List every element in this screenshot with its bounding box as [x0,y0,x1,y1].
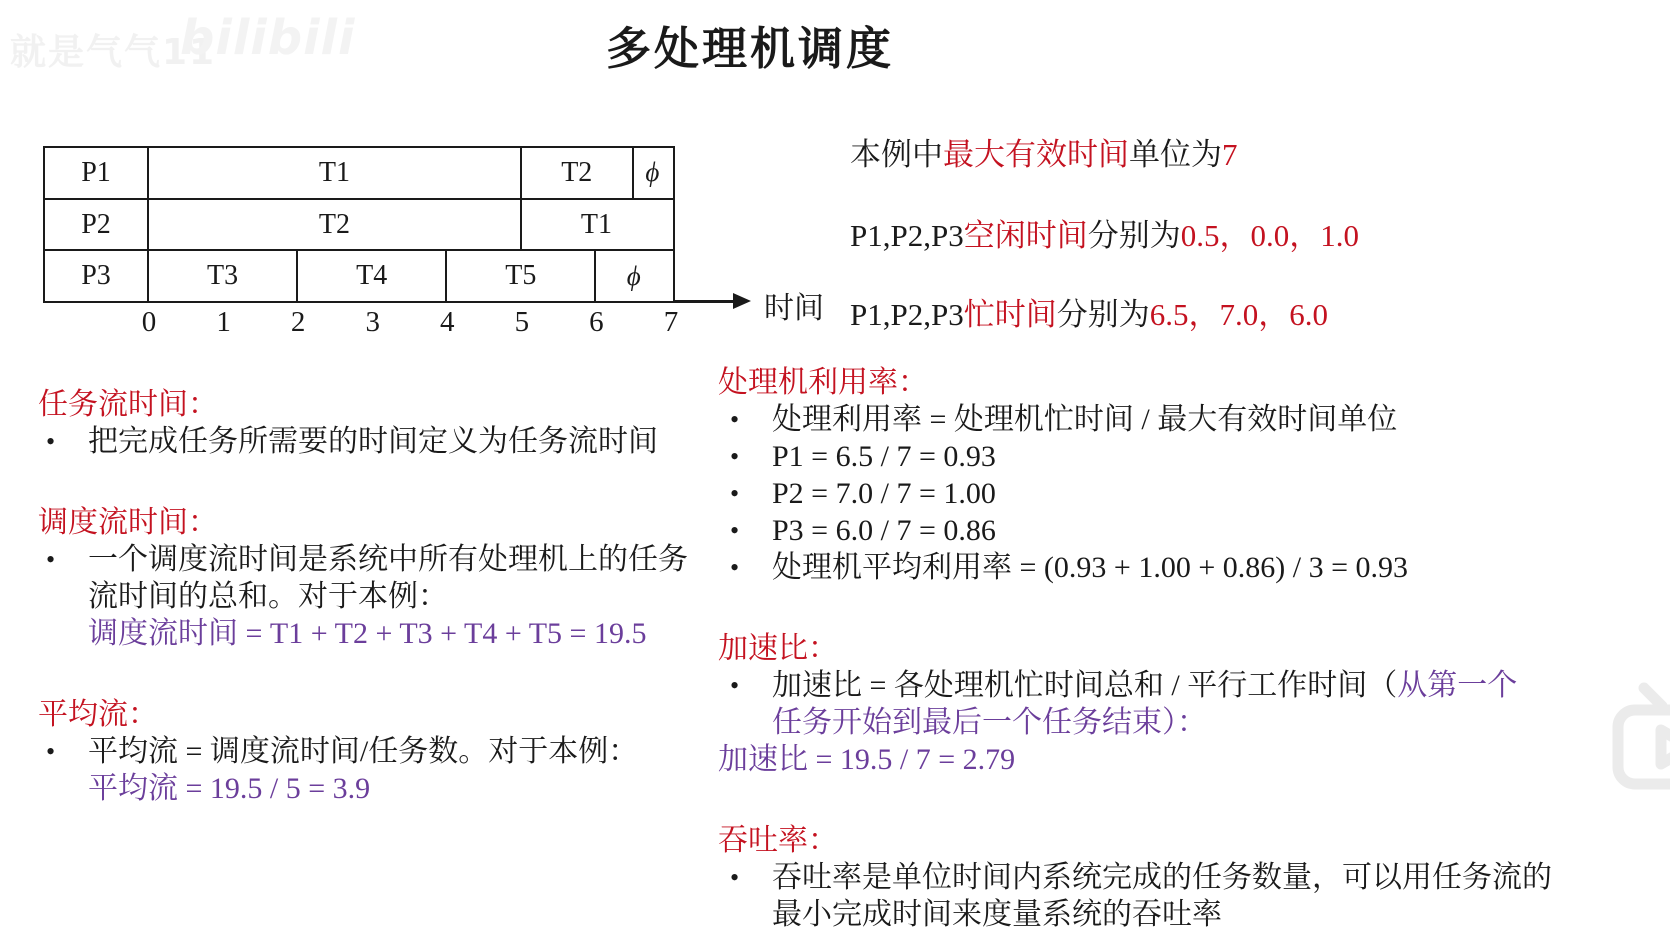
line-text [718,401,1598,438]
text-line [718,549,1598,586]
bilibili-tv-icon [1606,680,1670,795]
chart-row-p2 [45,198,673,250]
task-label: T3 [207,260,239,292]
watermark-uploader-name: 就是气气11 [10,32,217,73]
formula-line [38,615,728,652]
task-segment-t2 [522,148,634,198]
line-text [38,770,728,807]
text-segment: 7 [1222,137,1238,172]
text-segment: 一个调度流时间是系统中所有处理机上的任务 [88,543,688,576]
task-label: T2 [561,156,593,188]
line-text [718,896,1598,933]
text-segment: P1,P2,P3 [850,297,964,332]
text-line [718,896,1598,933]
phi-idle-symbol: ϕ [645,157,660,188]
bullet-dot-icon: • [46,737,56,766]
section [38,696,728,807]
bullet-dot-icon: • [730,442,740,471]
phi-idle-symbol: ϕ [626,260,641,291]
line-text [38,423,728,460]
text-segment: 流时间的总和。对于本例： [88,580,448,613]
text-segment: 本例中 [850,137,943,172]
time-axis-arrow-head-icon [733,293,751,309]
gantt-chart [43,146,675,303]
text-line [718,475,1598,512]
chart-row-p3 [45,249,673,301]
bullet-dot-icon: • [730,405,740,434]
axis-tick: 7 [663,306,679,338]
task-label: T1 [318,156,350,188]
formula-line [718,741,1598,778]
line-text [718,438,1598,475]
task-segment-t1 [149,148,522,198]
text-segment: 分别为 [1056,297,1150,332]
text-line [718,859,1598,896]
axis-tick: 6 [589,306,604,338]
task-segment-t3 [149,251,298,301]
text-segment: 处理机平均利用率 = (0.93 + 1.00 + 0.86) / 3 = 0.93 [772,551,1408,584]
bullet-dot-icon: • [730,479,740,508]
section [718,364,1598,586]
page-title: 多处理机调度 [606,24,895,74]
task-segment-t4 [298,251,447,301]
axis-tick: 0 [141,306,157,338]
text-segment: 加速比 = 各处理机忙时间总和 / 平行工作时间（ [772,669,1398,702]
text-line [38,423,728,460]
text-line [718,667,1598,704]
section [38,386,728,460]
text-segment: 平均流 = 调度流时间/任务数。对于本例： [88,735,639,768]
section-heading: 加速比： [718,632,838,665]
task-segment-t1 [522,200,671,250]
section [718,822,1598,933]
line-text [718,512,1598,549]
idle-segment [596,251,671,301]
bilibili-logo-watermark: bilibili [180,10,356,66]
bullet-dot-icon: • [730,671,740,700]
axis-tick: 4 [440,306,455,338]
fact-busy-times [850,289,1328,334]
idle-segment [634,148,671,198]
processor-label: P1 [45,148,149,198]
axis-tick: 3 [365,306,380,338]
line-text [718,549,1598,586]
bilibili-tv-logo-watermark [1606,680,1670,800]
line-text [718,704,1598,741]
bullet-dot-icon: • [730,863,740,892]
fact-max-effective-time [850,129,1238,174]
text-line [38,541,728,578]
text-segment: 加速比 = 19.5 / 7 = 2.79 [718,743,1016,776]
axis-tick: 5 [514,306,530,338]
text-line [718,438,1598,475]
text-segment: 分别为 [1087,218,1181,253]
text-line [718,512,1598,549]
chart-row-p1 [45,148,673,198]
text-line [38,733,728,770]
processor-label: P3 [45,251,149,301]
formula-line [38,770,728,807]
text-line [718,704,1598,741]
text-segment: 调度流时间 = T1 + T2 + T3 + T4 + T5 = 19.5 [88,617,647,650]
text-segment: 平均流 = 19.5 / 5 = 3.9 [88,772,371,805]
text-segment: 6.5，7.0，6.0 [1149,297,1328,332]
text-segment: 单位为 [1129,137,1222,172]
time-axis-arrow-line [675,300,735,303]
processor-label: P2 [45,200,149,250]
section-heading: 调度流时间： [38,506,218,539]
line-text [38,733,728,770]
text-segment: 任务开始到最后一个任务结束）： [772,706,1207,739]
text-segment: 最大有效时间 [943,137,1129,172]
line-text [38,541,728,578]
text-segment: 0.5，0.0，1.0 [1180,218,1359,253]
fact-idle-times [850,210,1359,255]
text-segment: P3 = 6.0 / 7 = 0.86 [772,514,996,547]
task-label: T4 [356,260,388,292]
line-text [38,578,728,615]
text-segment: P1 = 6.5 / 7 = 0.93 [772,440,996,473]
line-text [718,859,1598,896]
text-line [718,401,1598,438]
right-text-column [718,364,1598,933]
task-label: T2 [318,208,350,240]
task-label: T1 [580,208,612,240]
text-line [38,578,728,615]
text-segment: 忙时间 [963,297,1057,332]
section-heading: 平均流： [38,698,158,731]
bullet-dot-icon: • [730,516,740,545]
section [718,630,1598,778]
line-text [718,475,1598,512]
task-segment-t5 [447,251,596,301]
text-segment: 最小完成时间来度量系统的吞吐率 [772,898,1222,931]
section-heading: 吞吐率： [718,824,838,857]
bullet-dot-icon: • [46,427,56,456]
bullet-dot-icon: • [46,545,56,574]
text-segment: 空闲时间 [963,218,1088,253]
time-axis-label: 时间 [764,292,824,325]
line-text [718,667,1598,704]
line-text [718,741,1598,778]
section-heading: 任务流时间： [38,388,218,421]
axis-tick: 2 [290,306,306,338]
section [38,504,728,652]
text-segment: 从第一个 [1397,669,1518,702]
text-segment: P2 = 7.0 / 7 = 1.00 [772,477,996,510]
text-segment: P1,P2,P3 [850,218,964,253]
text-segment: 把完成任务所需要的时间定义为任务流时间 [88,425,658,458]
text-segment: 吞吐率是单位时间内系统完成的任务数量，可以用任务流的 [772,861,1552,894]
left-text-column [38,386,728,807]
task-label: T5 [505,260,537,292]
axis-tick: 1 [216,306,231,338]
line-text [38,615,728,652]
task-segment-t2 [149,200,522,250]
text-segment: 处理利用率 = 处理机忙时间 / 最大有效时间单位 [772,403,1398,436]
section-heading: 处理机利用率： [718,366,928,399]
bullet-dot-icon: • [730,553,740,582]
